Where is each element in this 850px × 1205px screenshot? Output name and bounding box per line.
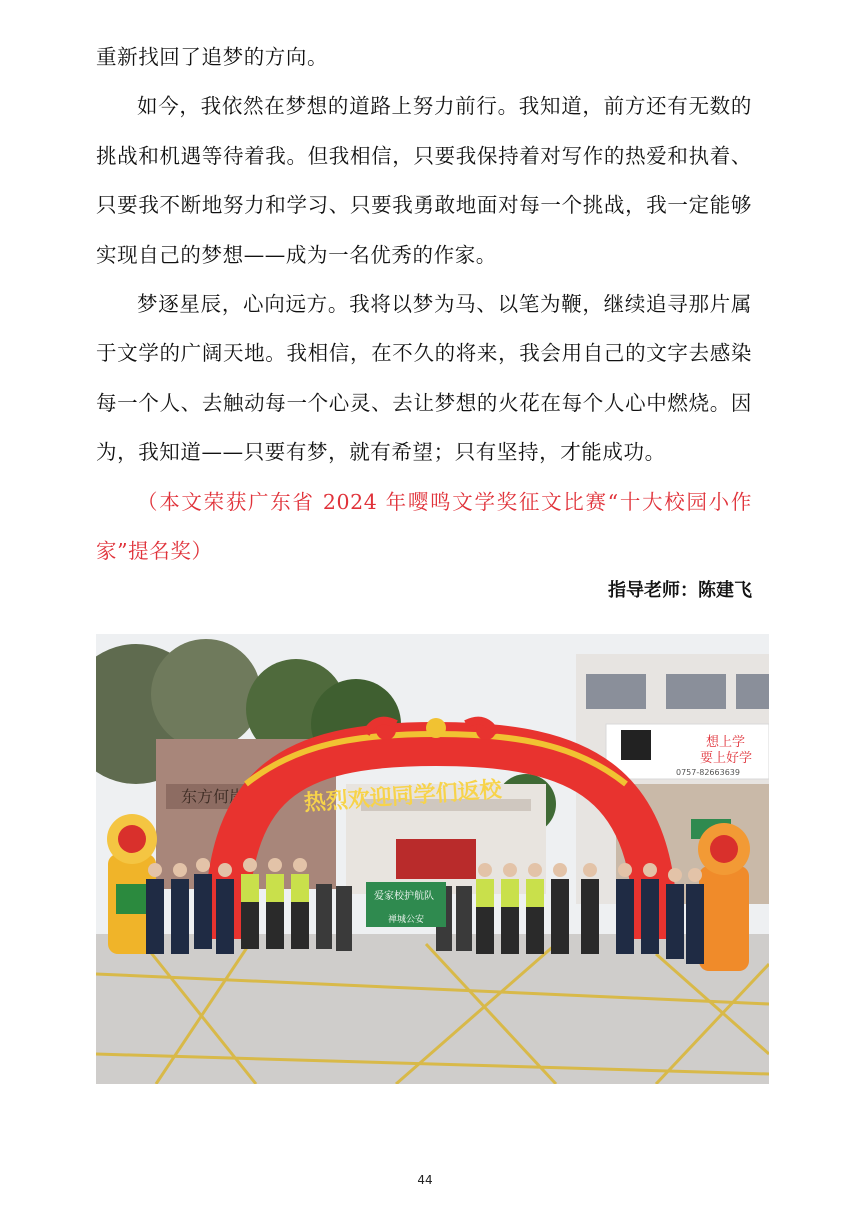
building-ad-line1: 想上学 — [706, 735, 746, 750]
group-banner-top: 爱家校护航队 — [374, 891, 434, 902]
paragraph-continued: 重新找回了追梦的方向。 — [96, 45, 329, 69]
building-ad-phone: 0757-82663639 — [676, 768, 740, 777]
arch-banner: 热烈欢迎同学们返校 — [303, 776, 503, 817]
article-body — [96, 33, 752, 576]
teacher-signature: 指导老师：陈建飞 — [608, 580, 752, 601]
building-ad-line2: 要上好学 — [700, 751, 753, 766]
page-number: 44 — [417, 1173, 433, 1187]
paragraph: 梦逐星辰，心向远方。我将以梦为马、以笔为鞭，继续追寻那片属于文学的广阔天地。我相信，在不久的将来，我会用自己的文字去感染每一个人、去触动每一个心灵、去让梦想的火花在每个人心中燃烧。因为，我知道——只要有梦，就有希望；只有坚持，才能成功。 — [96, 292, 752, 465]
group-banner-bottom: 禅城公安 — [388, 915, 425, 925]
award-note: （本文荣获广东省 2024 年嘤鸣文学奖征文比赛“十大校园小作家”提名奖） — [96, 489, 752, 564]
event-photo — [96, 634, 769, 1084]
gate-sign: 东方何岸 — [181, 787, 246, 806]
paragraph: 如今，我依然在梦想的道路上努力前行。我知道，前方还有无数的挑战和机遇等待着我。但我相信，只要我保持着对写作的热爱和执着、只要我不断地努力和学习、只要我勇敢地面对每一个挑战，我一定能够实现自己的梦想——成为一名优秀的作家。 — [96, 94, 752, 267]
lion-dancer-right — [698, 823, 750, 971]
